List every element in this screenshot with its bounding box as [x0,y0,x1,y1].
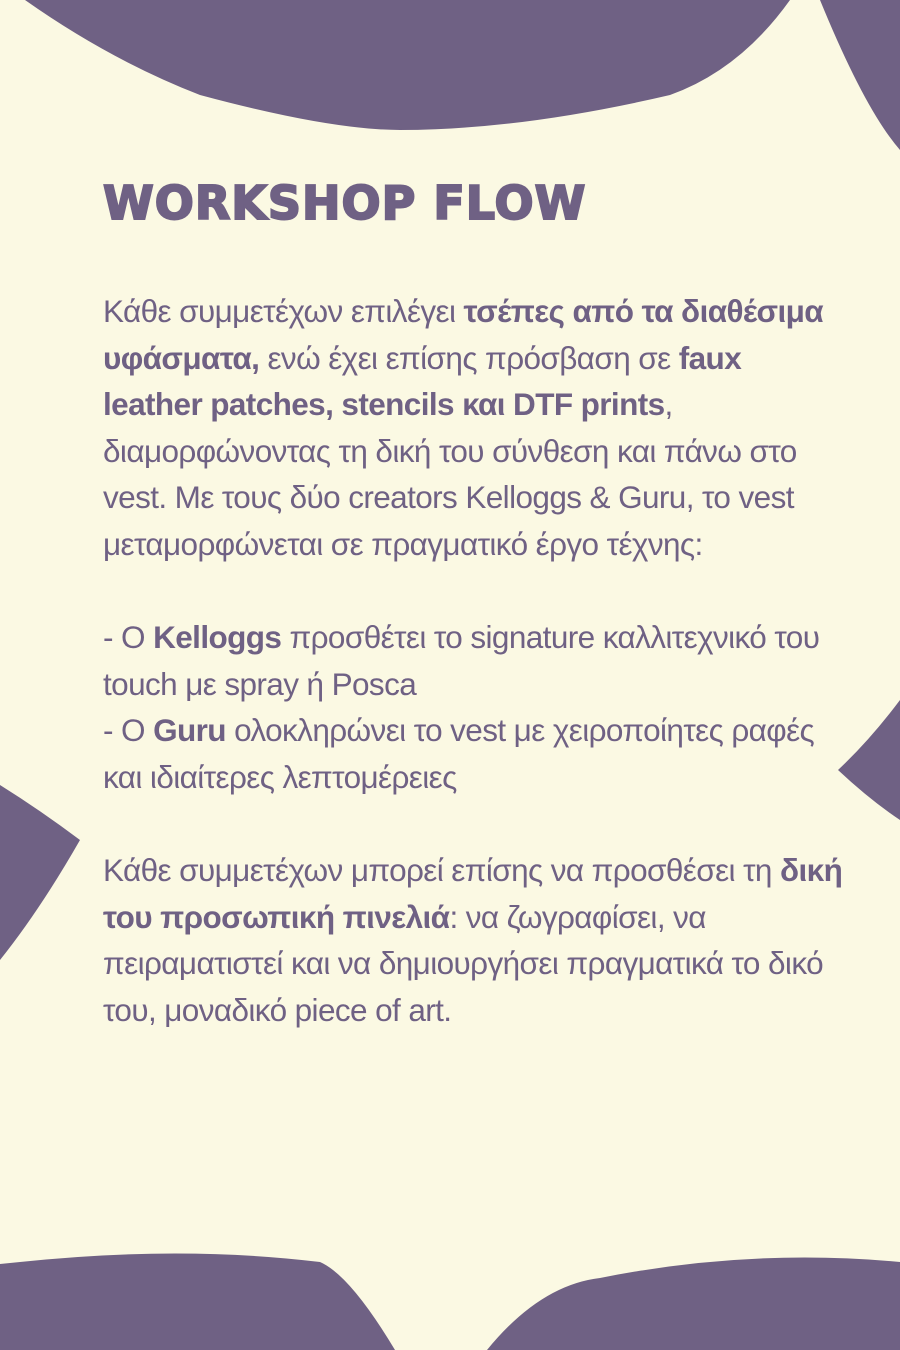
intro-paragraph [103,288,843,568]
page-title: WORKSHOP FLOW [103,176,587,230]
main-content [103,176,843,1034]
spacer [103,801,843,848]
closing-paragraph [103,847,843,1033]
intro-bold-2: faux leather patches, stencils και DTF prints [103,339,742,423]
closing-text-2: : να ζωγραφίσει, να πειραματιστεί και να δημιουργήσει πραγματικά το δικό του, μοναδικό piece of art. [103,898,824,1028]
creator-prefix: - Ο [103,619,154,656]
intro-text-2: ενώ έχει επίσης πρόσβαση σε [259,339,679,376]
intro-text-3: , διαμορφώνοντας τη δική του σύνθεση και πάνω στο vest. Με τους δύο creators Kelloggs & Guru, το vest μεταμορφώνεται σε πραγματικό έργο τέχνης: [103,386,797,562]
creator-text: προσθέτει το signature καλλιτεχνικό του touch με spray ή Posca [103,619,820,702]
creator-name: Guru [153,712,226,749]
creator-text: ολοκληρώνει το vest με χειροποίητες ραφές και ιδιαίτερες λεπτομέρειες [103,712,815,795]
creator-prefix: - Ο [103,712,154,749]
closing-text-1: Κάθε συμμετέχων μπορεί επίσης να προσθέσει τη [103,852,780,889]
intro-text-1: Κάθε συμμετέχων επιλέγει [103,293,464,329]
creator-item-guru [103,707,843,800]
intro-bold-1: τσέπες από τα διαθέσιμα υφάσματα, [103,293,824,376]
creator-name: Kelloggs [153,619,282,656]
spacer [103,568,843,615]
closing-bold: δική του προσωπική πινελιά [103,852,843,935]
creator-item-kelloggs [103,614,843,707]
